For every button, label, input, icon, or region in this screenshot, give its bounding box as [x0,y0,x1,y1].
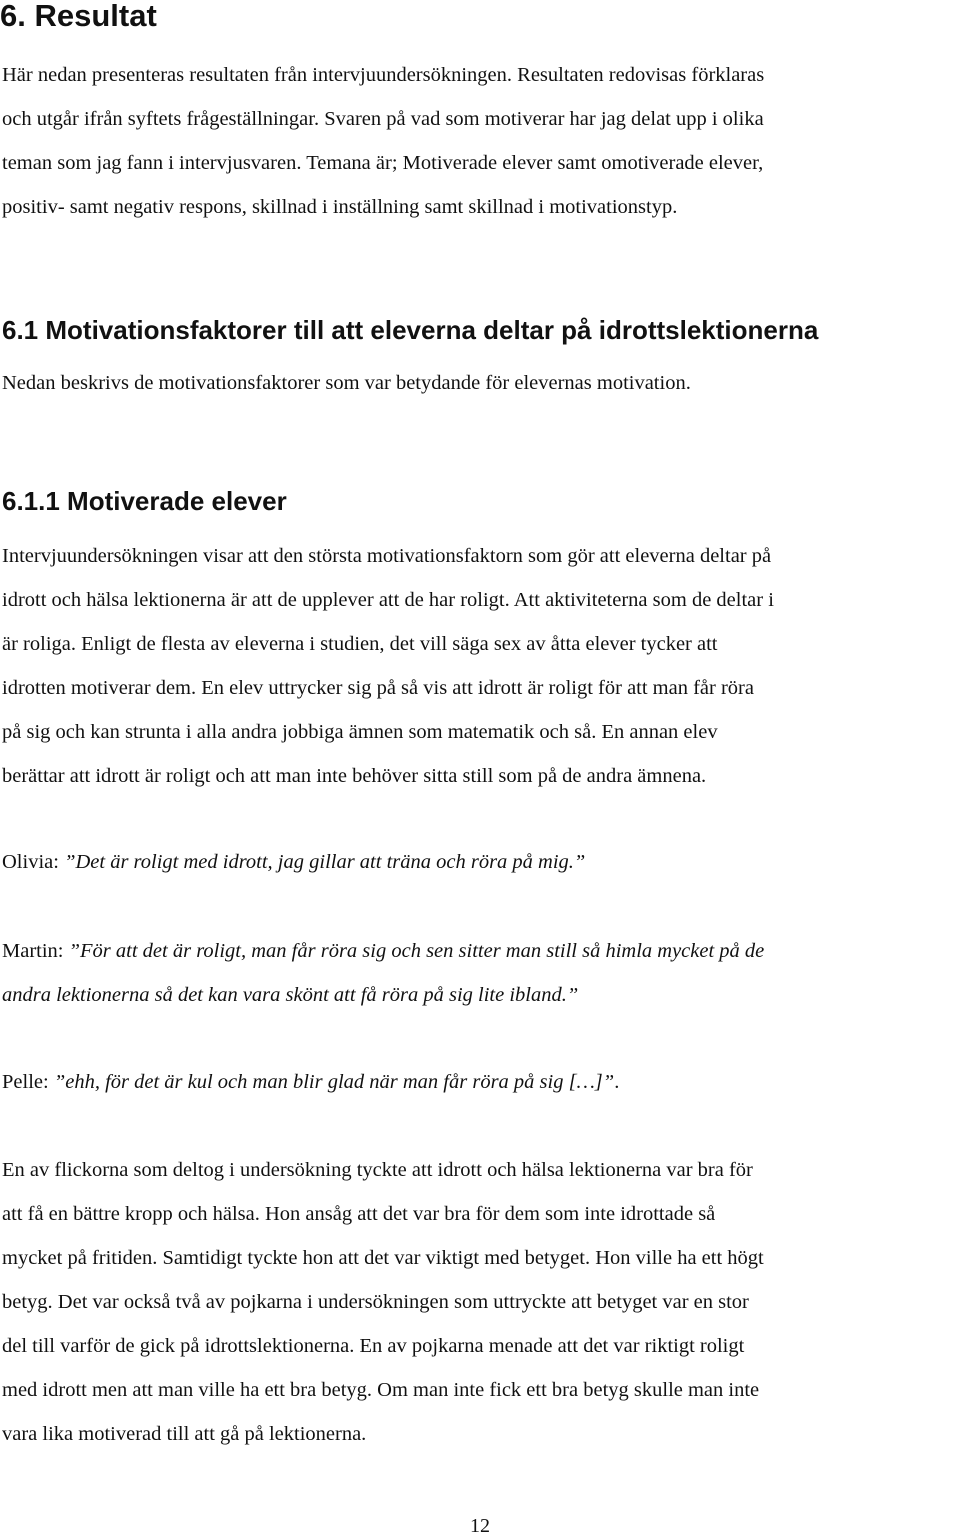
text-line: berättar att idrott är roligt och att man inte behöver sitta still som på de andra ämnena. [2,765,707,787]
quote-olivia [2,840,958,884]
quote-speaker: Pelle: [2,1071,49,1093]
grade-motivation-paragraph [2,1148,958,1456]
text-line: teman som jag fann i intervjusvaren. Temana är; Motiverade elever samt omotiverade elever, [2,152,764,174]
text-line: betyg. Det var också två av pojkarna i undersökningen som uttryckte att betyget var en stor [2,1291,749,1313]
heading-6-1-1: 6.1.1 Motiverade elever [2,486,287,516]
quote-period: . [614,1071,620,1093]
motivated-students-paragraph [2,534,958,798]
quote-speaker: Martin: [2,940,64,962]
text-line: är roliga. Enligt de flesta av eleverna i studien, det vill säga sex av åtta elever tycker att [2,633,718,655]
heading-resultat: 6. Resultat [0,0,157,33]
text-line: och utgår ifrån syftets frågeställningar. Svaren på vad som motiverar har jag delat upp i olika [2,108,764,130]
section-6-1-paragraph [2,361,958,405]
text-line: med idrott men att man ville ha ett bra betyg. Om man inte fick ett bra betyg skulle man inte [2,1379,760,1401]
text-line: på sig och kan strunta i alla andra jobbiga ämnen som matematik och så. En annan elev [2,721,718,743]
text-line: idrotten motiverar dem. En elev uttrycker sig på så vis att idrott är roligt för att man får röra [2,677,754,699]
text-line: mycket på fritiden. Samtidigt tyckte hon att det var viktigt med betyget. Hon ville ha ett högt [2,1247,764,1269]
text-line: Nedan beskrivs de motivationsfaktorer som var betydande för elevernas motivation. [2,372,691,394]
heading-6-1: 6.1 Motivationsfaktorer till att eleverna deltar på idrottslektionerna [2,315,819,345]
text-line: del till varför de gick på idrottslektionerna. En av pojkarna menade att det var riktigt roligt [2,1335,745,1357]
quote-martin [2,929,958,1017]
text-line: idrott och hälsa lektionerna är att de upplever att de har roligt. Att aktiviteterna som de deltar i [2,589,774,611]
intro-paragraph [2,53,958,229]
quote-text: andra lektionerna så det kan vara skönt att få röra på sig lite ibland.” [2,984,579,1006]
text-line: att få en bättre kropp och hälsa. Hon ansåg att det var bra för dem som inte idrottade så [2,1203,716,1225]
quote-text: ”Det är roligt med idrott, jag gillar att träna och röra på mig.” [64,851,586,873]
quote-text: ”För att det är roligt, man får röra sig och sen sitter man still så himla mycket på de [68,940,765,962]
quote-pelle [2,1060,958,1104]
text-line: Här nedan presenteras resultaten från intervjuundersökningen. Resultaten redovisas förklaras [2,64,765,86]
quote-text: ”ehh, för det är kul och man blir glad när man får röra på sig […]” [53,1071,615,1093]
text-line: vara lika motiverad till att gå på lektionerna. [2,1423,367,1445]
text-line: Intervjuundersökningen visar att den största motivationsfaktorn som gör att eleverna deltar på [2,545,772,567]
text-line: En av flickorna som deltog i undersökning tyckte att idrott och hälsa lektionerna var bra för [2,1159,753,1181]
quote-speaker: Olivia: [2,851,59,873]
page-number: 12 [470,1515,490,1537]
text-line: positiv- samt negativ respons, skillnad i inställning samt skillnad i motivationstyp. [2,196,678,218]
